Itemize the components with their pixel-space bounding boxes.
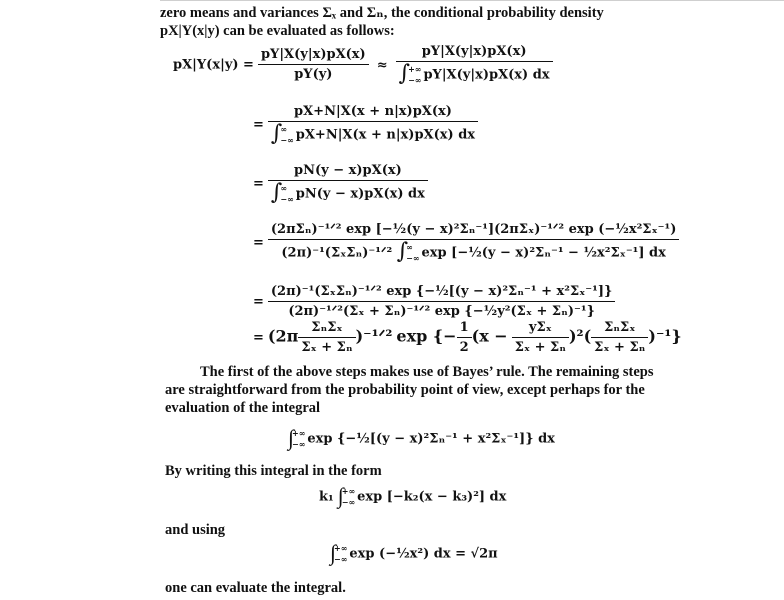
integral-sign: ∫ bbox=[270, 180, 283, 205]
intro-line-2: pX|Y(x|y) can be evaluated as follows: bbox=[160, 23, 395, 39]
para3: and using bbox=[165, 522, 226, 538]
equation-line-3: = pN(y − x)pX(x) ∫ ∞ −∞ pN(y − x)pX(x) dx bbox=[253, 163, 428, 205]
fraction-6: $\frac{\text{(2π)⁻¹(ΣₓΣₙ)⁻¹ᐟ² exp \{−½[(y − x)²Σₙ⁻¹ + x²Σₓ⁻¹]\}}}{\text{(2π)⁻¹ᐟ²(Σₓ + Σₙ)⁻¹ᐟ² exp \{−½y²(Σₓ + Σₙ)⁻¹\}}}$ bbox=[268, 284, 615, 320]
integral-sign: ∫ bbox=[288, 425, 295, 450]
integral-sign: ∫ bbox=[337, 483, 344, 508]
equation-line-5: = $\frac{\text{(2π)⁻¹(ΣₓΣₙ)⁻¹ᐟ² exp \{−½[(y − x)²Σₙ⁻¹ + x²Σₓ⁻¹]\}}}{\text{(2π)⁻¹ᐟ²(Σₓ + Σₙ)⁻¹ᐟ² exp \{−½y²(Σₓ + Σₙ)⁻¹\}}}$ bbox=[253, 284, 615, 320]
equation-line-4: = (2πΣₙ)⁻¹ᐟ² exp [−½(y − x)²Σₙ⁻¹](2πΣₓ)⁻¹ᐟ² exp (−½x²Σₓ⁻¹) (2π)⁻¹(ΣₓΣₙ)⁻¹ᐟ² ∫ ∞ −∞ exp [−½(y − x)²Σₙ⁻¹ − ½x²Σₓ⁻¹] dx bbox=[253, 222, 679, 264]
page-top-rule bbox=[160, 0, 784, 1]
integral-sign: ∫ bbox=[398, 61, 411, 86]
fraction-2: pY|X(y|x)pX(x) ∫ +∞ −∞ pY|X(y|x)pX(x) dx bbox=[396, 44, 553, 86]
integral-1: ∫ +∞ −∞ exp {−½[(y − x)²Σₙ⁻¹ + x²Σₓ⁻¹]} dx bbox=[288, 425, 555, 450]
equation-line-6: = (2π $\frac{\text{ΣₙΣₓ}}{\text{Σₓ + Σₙ}}$ )⁻¹ᐟ² exp {− $\frac{1}{2}$ (x − $\frac{\text{yΣₓ}}{\text{Σₓ + Σₙ}}$ )²( $\frac{\text{ΣₙΣₓ}}{\text{Σₓ + Σₙ}}$ )⁻¹} bbox=[253, 320, 682, 355]
equation-line-1 bbox=[173, 44, 553, 86]
integral-2: k₁ ∫ +∞ −∞ exp [−k₂(x − k₃)²] dx bbox=[319, 483, 507, 508]
lhs: pX|Y(x|y) = bbox=[173, 57, 254, 73]
para2: By writing this integral in the form bbox=[165, 463, 382, 479]
para1-line-3: evaluation of the integral bbox=[165, 400, 321, 416]
approx-sign: ≈ bbox=[376, 57, 388, 73]
para1-line-1: The first of the above steps makes use of Bayes’ rule. The remaining steps bbox=[200, 364, 654, 380]
integral-sign: ∫ bbox=[330, 540, 337, 565]
fraction-4: pN(y − x)pX(x) ∫ ∞ −∞ pN(y − x)pX(x) dx bbox=[268, 163, 428, 205]
integral-sign: ∫ bbox=[396, 239, 409, 264]
para1-line-2: are straightforward from the probability point of view, except perhaps for the bbox=[165, 382, 645, 398]
equation-line-2: = pX+N|X(x + n|x)pX(x) ∫ ∞ −∞ pX+N|X(x + n|x)pX(x) dx bbox=[253, 104, 478, 146]
fraction-3: pX+N|X(x + n|x)pX(x) ∫ ∞ −∞ pX+N|X(x + n|x)pX(x) dx bbox=[268, 104, 478, 146]
integral-sign: ∫ bbox=[270, 121, 283, 146]
fraction-1: $\frac{pY|X(y|x)pX(x)}{pY(y)}$ bbox=[258, 47, 369, 83]
intro-line-1: zero means and variances Σₓ and Σₙ, the conditional probability density bbox=[160, 5, 604, 21]
para4: one can evaluate the integral. bbox=[165, 580, 346, 596]
integral-3: ∫ +∞ −∞ exp (−½x²) dx = √2π bbox=[330, 540, 498, 565]
fraction-5: (2πΣₙ)⁻¹ᐟ² exp [−½(y − x)²Σₙ⁻¹](2πΣₓ)⁻¹ᐟ² exp (−½x²Σₓ⁻¹) (2π)⁻¹(ΣₓΣₙ)⁻¹ᐟ² ∫ ∞ −∞ exp [−½(y − x)²Σₙ⁻¹ − ½x²Σₓ⁻¹] dx bbox=[268, 222, 679, 264]
